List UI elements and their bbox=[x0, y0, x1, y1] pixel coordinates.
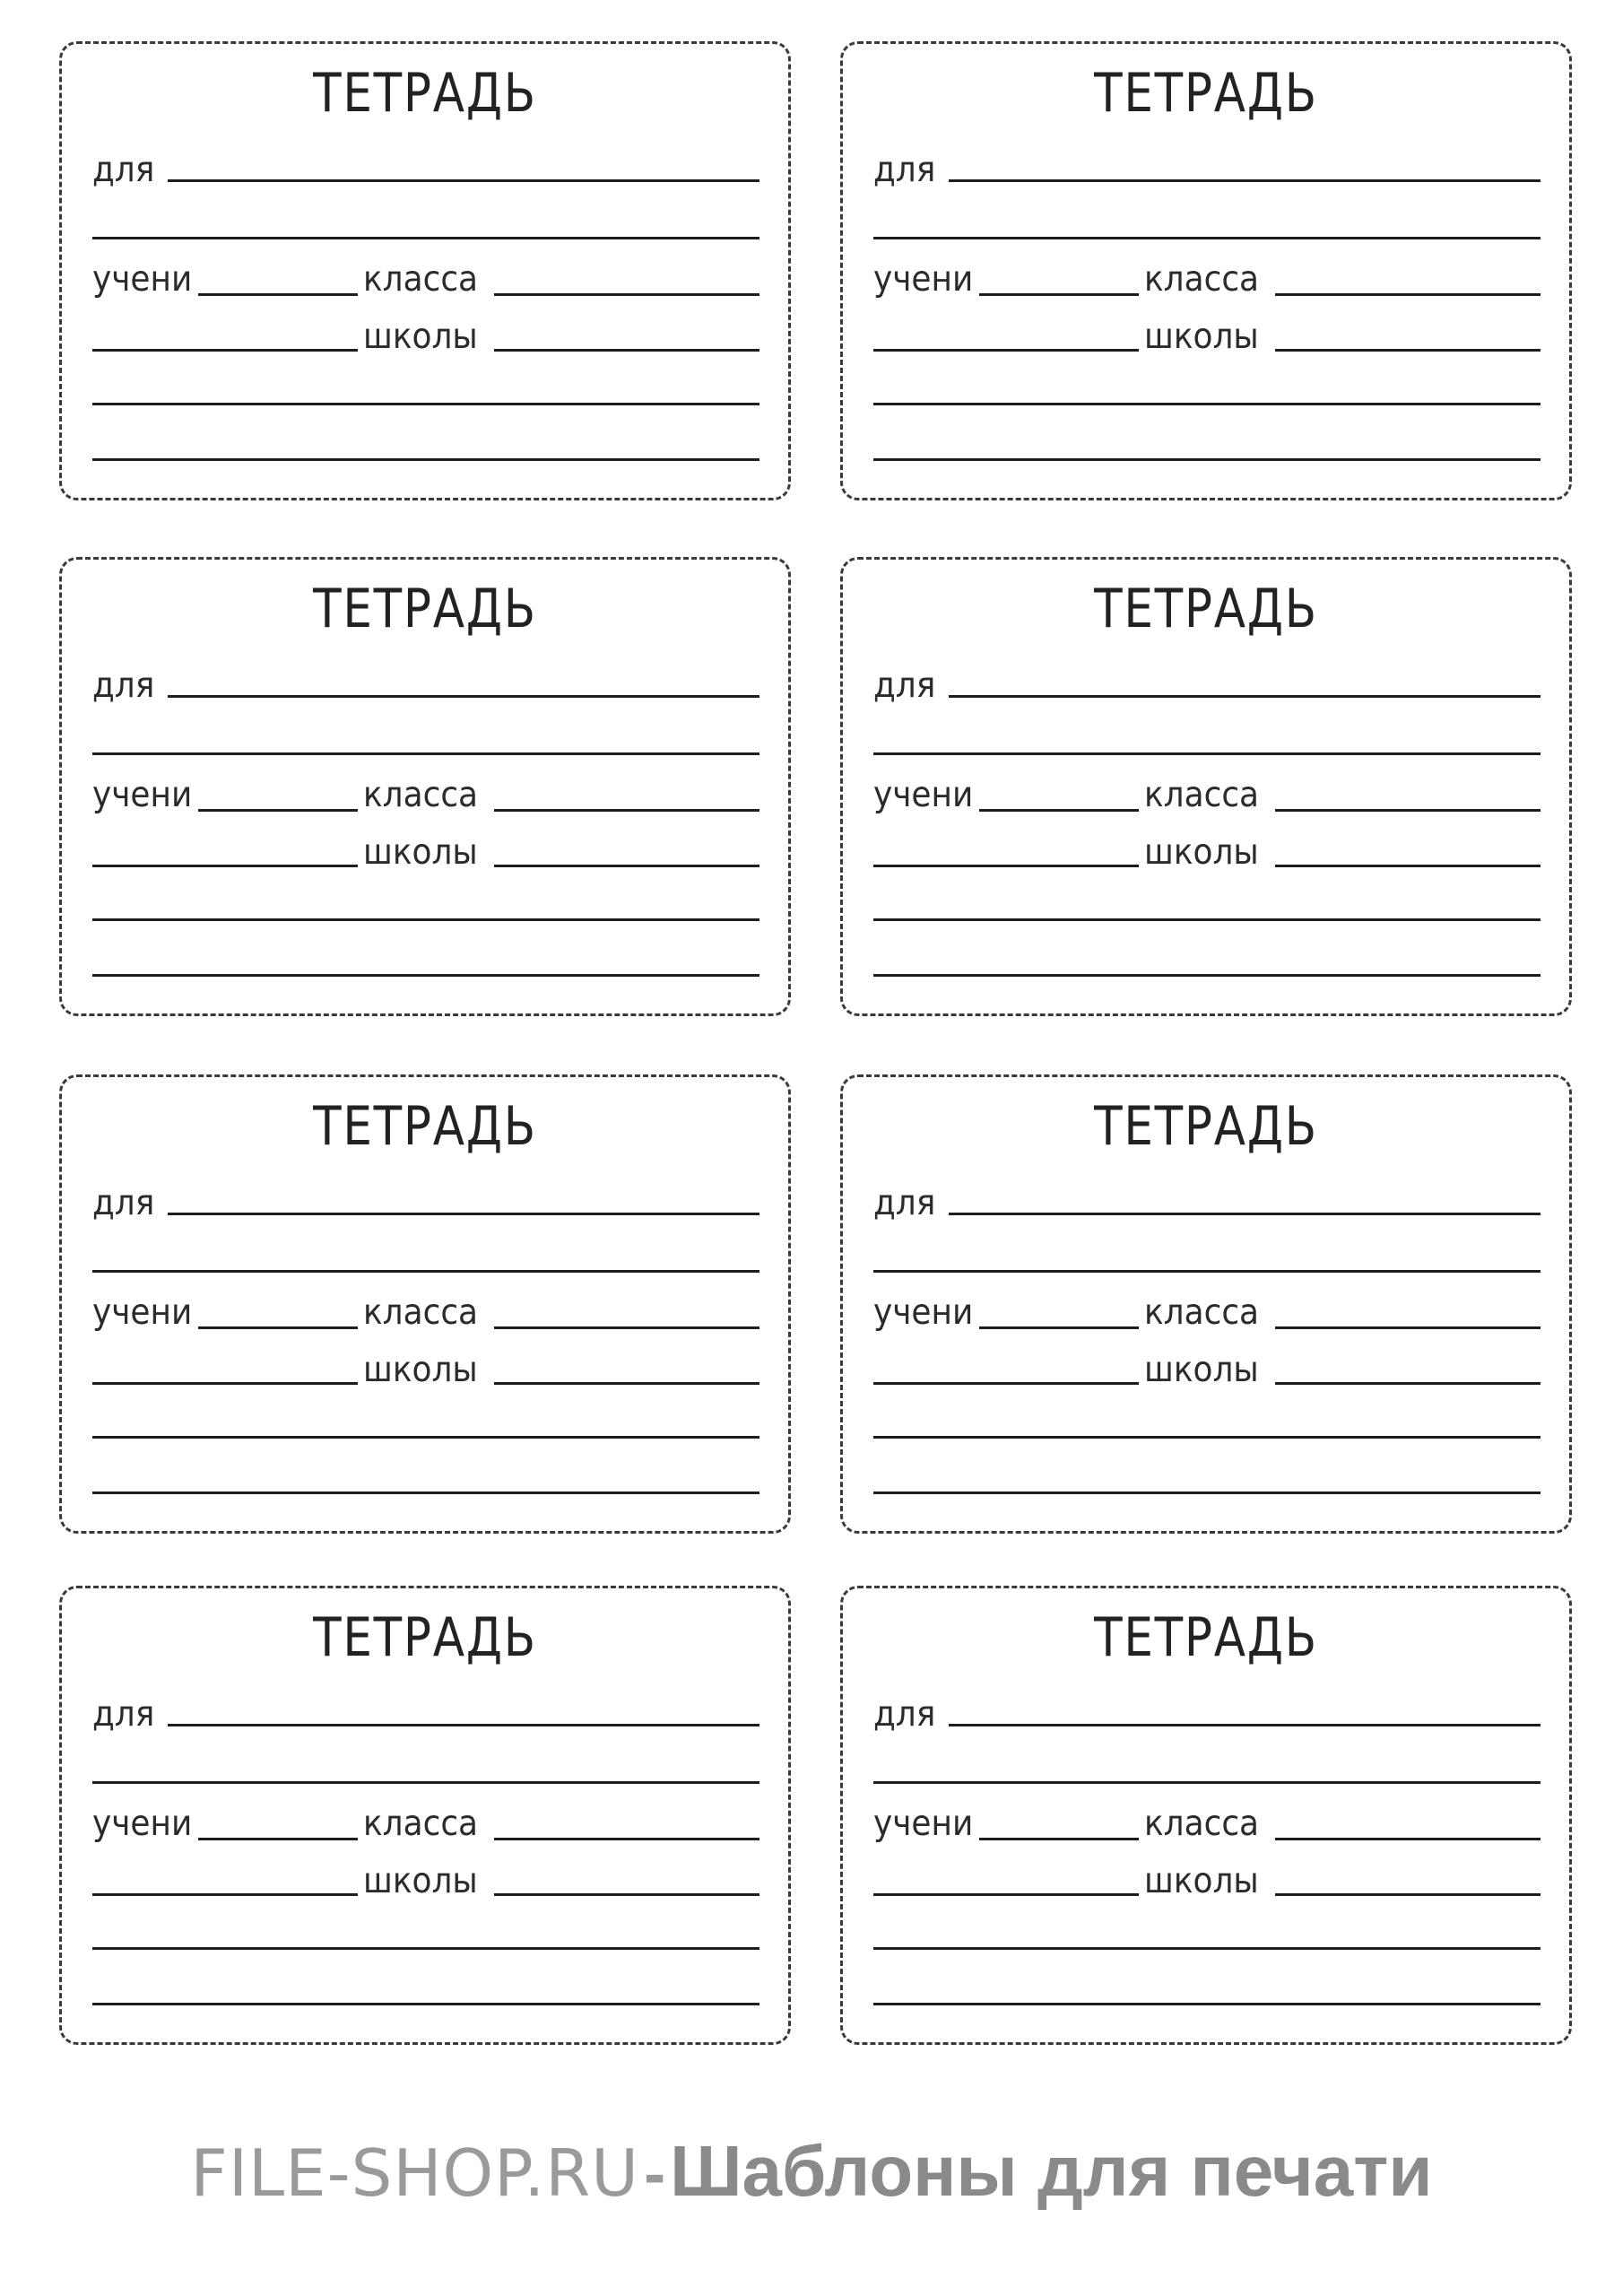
class-line bbox=[494, 1838, 759, 1840]
class-label: класса bbox=[363, 1804, 479, 1844]
extra-line-2 bbox=[873, 1492, 1541, 1494]
school-line-right bbox=[494, 349, 759, 352]
name-line-2 bbox=[92, 1781, 759, 1784]
name-line bbox=[949, 1213, 1541, 1215]
pupil-line bbox=[979, 1326, 1139, 1329]
notebook-label bbox=[59, 1586, 791, 2045]
for-label: для bbox=[92, 1694, 155, 1735]
for-label: для bbox=[873, 150, 936, 190]
school-label: школы bbox=[1144, 1350, 1259, 1390]
pupil-label: учени bbox=[92, 775, 193, 815]
notebook-label bbox=[59, 1074, 791, 1534]
name-line bbox=[949, 695, 1541, 698]
name-line bbox=[168, 1724, 759, 1726]
pupil-label: учени bbox=[873, 259, 974, 300]
school-line-left bbox=[873, 1893, 1139, 1896]
school-line-right bbox=[494, 1382, 759, 1385]
extra-line-1 bbox=[92, 403, 759, 405]
name-line bbox=[168, 1213, 759, 1215]
pupil-line bbox=[198, 1838, 358, 1840]
notebook-label bbox=[840, 1074, 1572, 1534]
pupil-label: учени bbox=[92, 1292, 193, 1333]
extra-line-2 bbox=[92, 1492, 759, 1494]
school-label: школы bbox=[363, 1861, 478, 1901]
class-label: класса bbox=[1144, 775, 1260, 815]
for-label: для bbox=[873, 665, 936, 706]
class-line bbox=[494, 293, 759, 296]
class-label: класса bbox=[363, 1292, 479, 1333]
name-line bbox=[168, 179, 759, 182]
school-line-right bbox=[1275, 1893, 1541, 1896]
name-line-2 bbox=[873, 752, 1541, 755]
for-label: для bbox=[92, 1183, 155, 1223]
class-label: класса bbox=[1144, 259, 1260, 300]
class-line bbox=[494, 809, 759, 812]
label-title: ТЕТРАДЬ bbox=[1094, 1606, 1318, 1669]
class-label: класса bbox=[363, 775, 479, 815]
school-line-left bbox=[873, 349, 1139, 352]
for-label: для bbox=[873, 1183, 936, 1223]
class-line bbox=[1275, 1326, 1541, 1329]
class-line bbox=[1275, 1838, 1541, 1840]
pupil-label: учени bbox=[873, 1804, 974, 1844]
school-label: школы bbox=[363, 317, 478, 357]
school-line-left bbox=[92, 1382, 358, 1385]
pupil-line bbox=[979, 1838, 1139, 1840]
extra-line-2 bbox=[92, 458, 759, 461]
pupil-label: учени bbox=[873, 775, 974, 815]
class-label: класса bbox=[363, 259, 479, 300]
pupil-label: учени bbox=[92, 1804, 193, 1844]
name-line-2 bbox=[873, 1270, 1541, 1273]
class-line bbox=[1275, 809, 1541, 812]
label-title: ТЕТРАДЬ bbox=[1094, 62, 1318, 125]
school-label: школы bbox=[1144, 317, 1259, 357]
footer-brand: FILE-SHOP.RU bbox=[190, 2135, 639, 2211]
label-title: ТЕТРАДЬ bbox=[313, 1095, 537, 1158]
extra-line-2 bbox=[92, 2003, 759, 2005]
extra-line-1 bbox=[873, 918, 1541, 921]
name-line-2 bbox=[873, 237, 1541, 239]
label-title: ТЕТРАДЬ bbox=[1094, 578, 1318, 640]
label-title: ТЕТРАДЬ bbox=[1094, 1095, 1318, 1158]
footer-watermark bbox=[0, 2130, 1623, 2213]
footer-tagline: Шаблоны для печати bbox=[670, 2131, 1433, 2211]
school-line-left bbox=[92, 1893, 358, 1896]
class-line bbox=[1275, 293, 1541, 296]
school-label: школы bbox=[1144, 832, 1259, 873]
name-line bbox=[949, 1724, 1541, 1726]
extra-line-2 bbox=[873, 2003, 1541, 2005]
extra-line-2 bbox=[92, 974, 759, 977]
label-title: ТЕТРАДЬ bbox=[313, 62, 537, 125]
pupil-line bbox=[979, 293, 1139, 296]
name-line bbox=[168, 695, 759, 698]
notebook-label bbox=[840, 41, 1572, 500]
school-line-left bbox=[92, 865, 358, 867]
name-line-2 bbox=[92, 237, 759, 239]
extra-line-2 bbox=[873, 974, 1541, 977]
for-label: для bbox=[873, 1694, 936, 1735]
pupil-line bbox=[979, 809, 1139, 812]
notebook-label bbox=[840, 557, 1572, 1016]
extra-line-1 bbox=[873, 1947, 1541, 1950]
school-line-left bbox=[873, 865, 1139, 867]
label-title: ТЕТРАДЬ bbox=[313, 1606, 537, 1669]
school-label: школы bbox=[363, 1350, 478, 1390]
class-label: класса bbox=[1144, 1804, 1260, 1844]
class-line bbox=[494, 1326, 759, 1329]
school-label: школы bbox=[363, 832, 478, 873]
name-line-2 bbox=[873, 1781, 1541, 1784]
label-title: ТЕТРАДЬ bbox=[313, 578, 537, 640]
school-line-right bbox=[1275, 865, 1541, 867]
name-line bbox=[949, 179, 1541, 182]
extra-line-1 bbox=[873, 403, 1541, 405]
name-line-2 bbox=[92, 1270, 759, 1273]
for-label: для bbox=[92, 665, 155, 706]
extra-line-1 bbox=[92, 1436, 759, 1439]
notebook-label bbox=[59, 41, 791, 500]
for-label: для bbox=[92, 150, 155, 190]
school-line-right bbox=[1275, 349, 1541, 352]
school-line-right bbox=[1275, 1382, 1541, 1385]
school-line-right bbox=[494, 865, 759, 867]
footer-separator: - bbox=[644, 2138, 666, 2210]
pupil-line bbox=[198, 293, 358, 296]
pupil-label: учени bbox=[873, 1292, 974, 1333]
notebook-label bbox=[59, 557, 791, 1016]
name-line-2 bbox=[92, 752, 759, 755]
extra-line-2 bbox=[873, 458, 1541, 461]
class-label: класса bbox=[1144, 1292, 1260, 1333]
extra-line-1 bbox=[92, 1947, 759, 1950]
extra-line-1 bbox=[92, 918, 759, 921]
school-line-left bbox=[873, 1382, 1139, 1385]
school-label: школы bbox=[1144, 1861, 1259, 1901]
extra-line-1 bbox=[873, 1436, 1541, 1439]
pupil-label: учени bbox=[92, 259, 193, 300]
notebook-label bbox=[840, 1586, 1572, 2045]
school-line-right bbox=[494, 1893, 759, 1896]
pupil-line bbox=[198, 1326, 358, 1329]
school-line-left bbox=[92, 349, 358, 352]
pupil-line bbox=[198, 809, 358, 812]
